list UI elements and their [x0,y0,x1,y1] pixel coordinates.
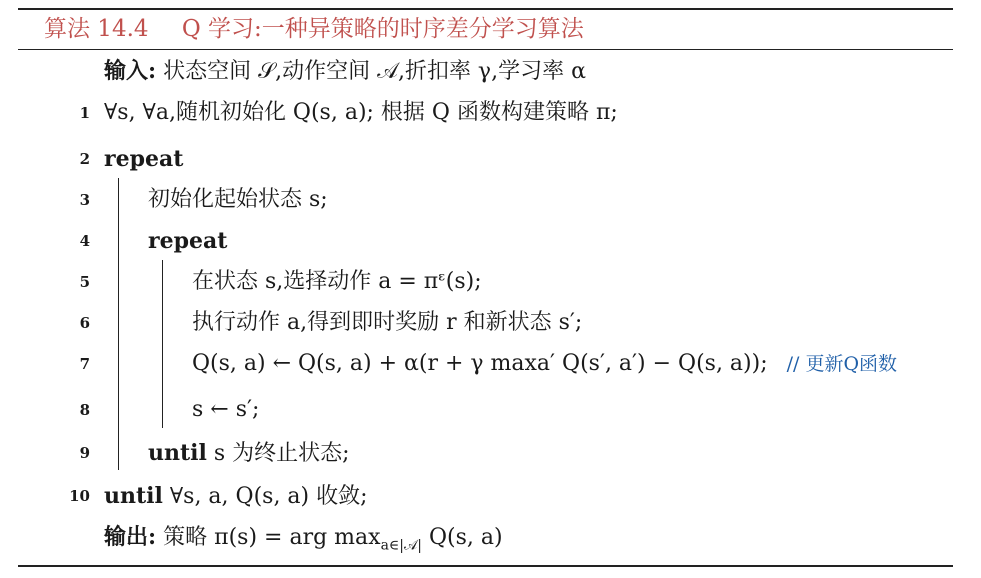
until-keyword: until [148,440,207,466]
algorithm-number: 算法 14.4 [44,16,149,42]
line-text: ∀s, a, Q(s, a) 收敛; [169,484,368,509]
bottom-rule [18,565,953,567]
output-subscript: a∈|𝒜| [380,537,422,554]
line-number: 1 [79,104,90,122]
until-keyword: until [104,483,163,509]
line-number: 10 [69,487,90,505]
q-update-formula: Q(s, a) ← Q(s, a) + α(r + γ maxa′ Q(s′, a′) − Q(s, a)); [192,351,768,376]
inner-loop-bar [162,260,163,428]
line-number: 8 [79,401,90,419]
algorithm-title: Q 学习:一种异策略的时序差分学习算法 [181,16,584,42]
line-text: ∀s, ∀a,随机初始化 Q(s, a); 根据 Q 函数构建策略 π; [104,100,618,125]
line-text: s ← s′; [192,397,260,422]
line-text: 执行动作 a,得到即时奖励 r 和新状态 s′; [192,310,583,335]
repeat-keyword: repeat [148,228,228,254]
line-text: s 为终止状态; [213,441,350,466]
update-comment: // 更新Q函数 [786,353,898,375]
algorithm-caption [44,14,584,44]
input-text: 状态空间 𝒮,动作空间 𝒜,折扣率 γ,学习率 α [163,59,586,84]
outer-loop-bar [118,178,119,470]
output-tail: Q(s, a) [428,525,503,550]
output-label: 输出: [104,524,157,550]
line-number: 5 [79,273,90,291]
top-rule [18,8,953,10]
line-number: 6 [79,314,90,332]
line-number: 9 [79,444,90,462]
line-number: 3 [79,191,90,209]
line-text: 在状态 s,选择动作 a = πᵋ(s); [192,269,482,294]
caption-rule [18,49,953,50]
line-number: 2 [79,150,90,168]
line-number: 4 [79,232,90,250]
line-text: 初始化起始状态 s; [148,187,328,212]
output-text: 策略 π(s) = arg max [163,525,381,550]
line-number: 7 [79,355,90,373]
repeat-keyword: repeat [104,146,184,172]
input-label: 输入: [104,58,157,84]
